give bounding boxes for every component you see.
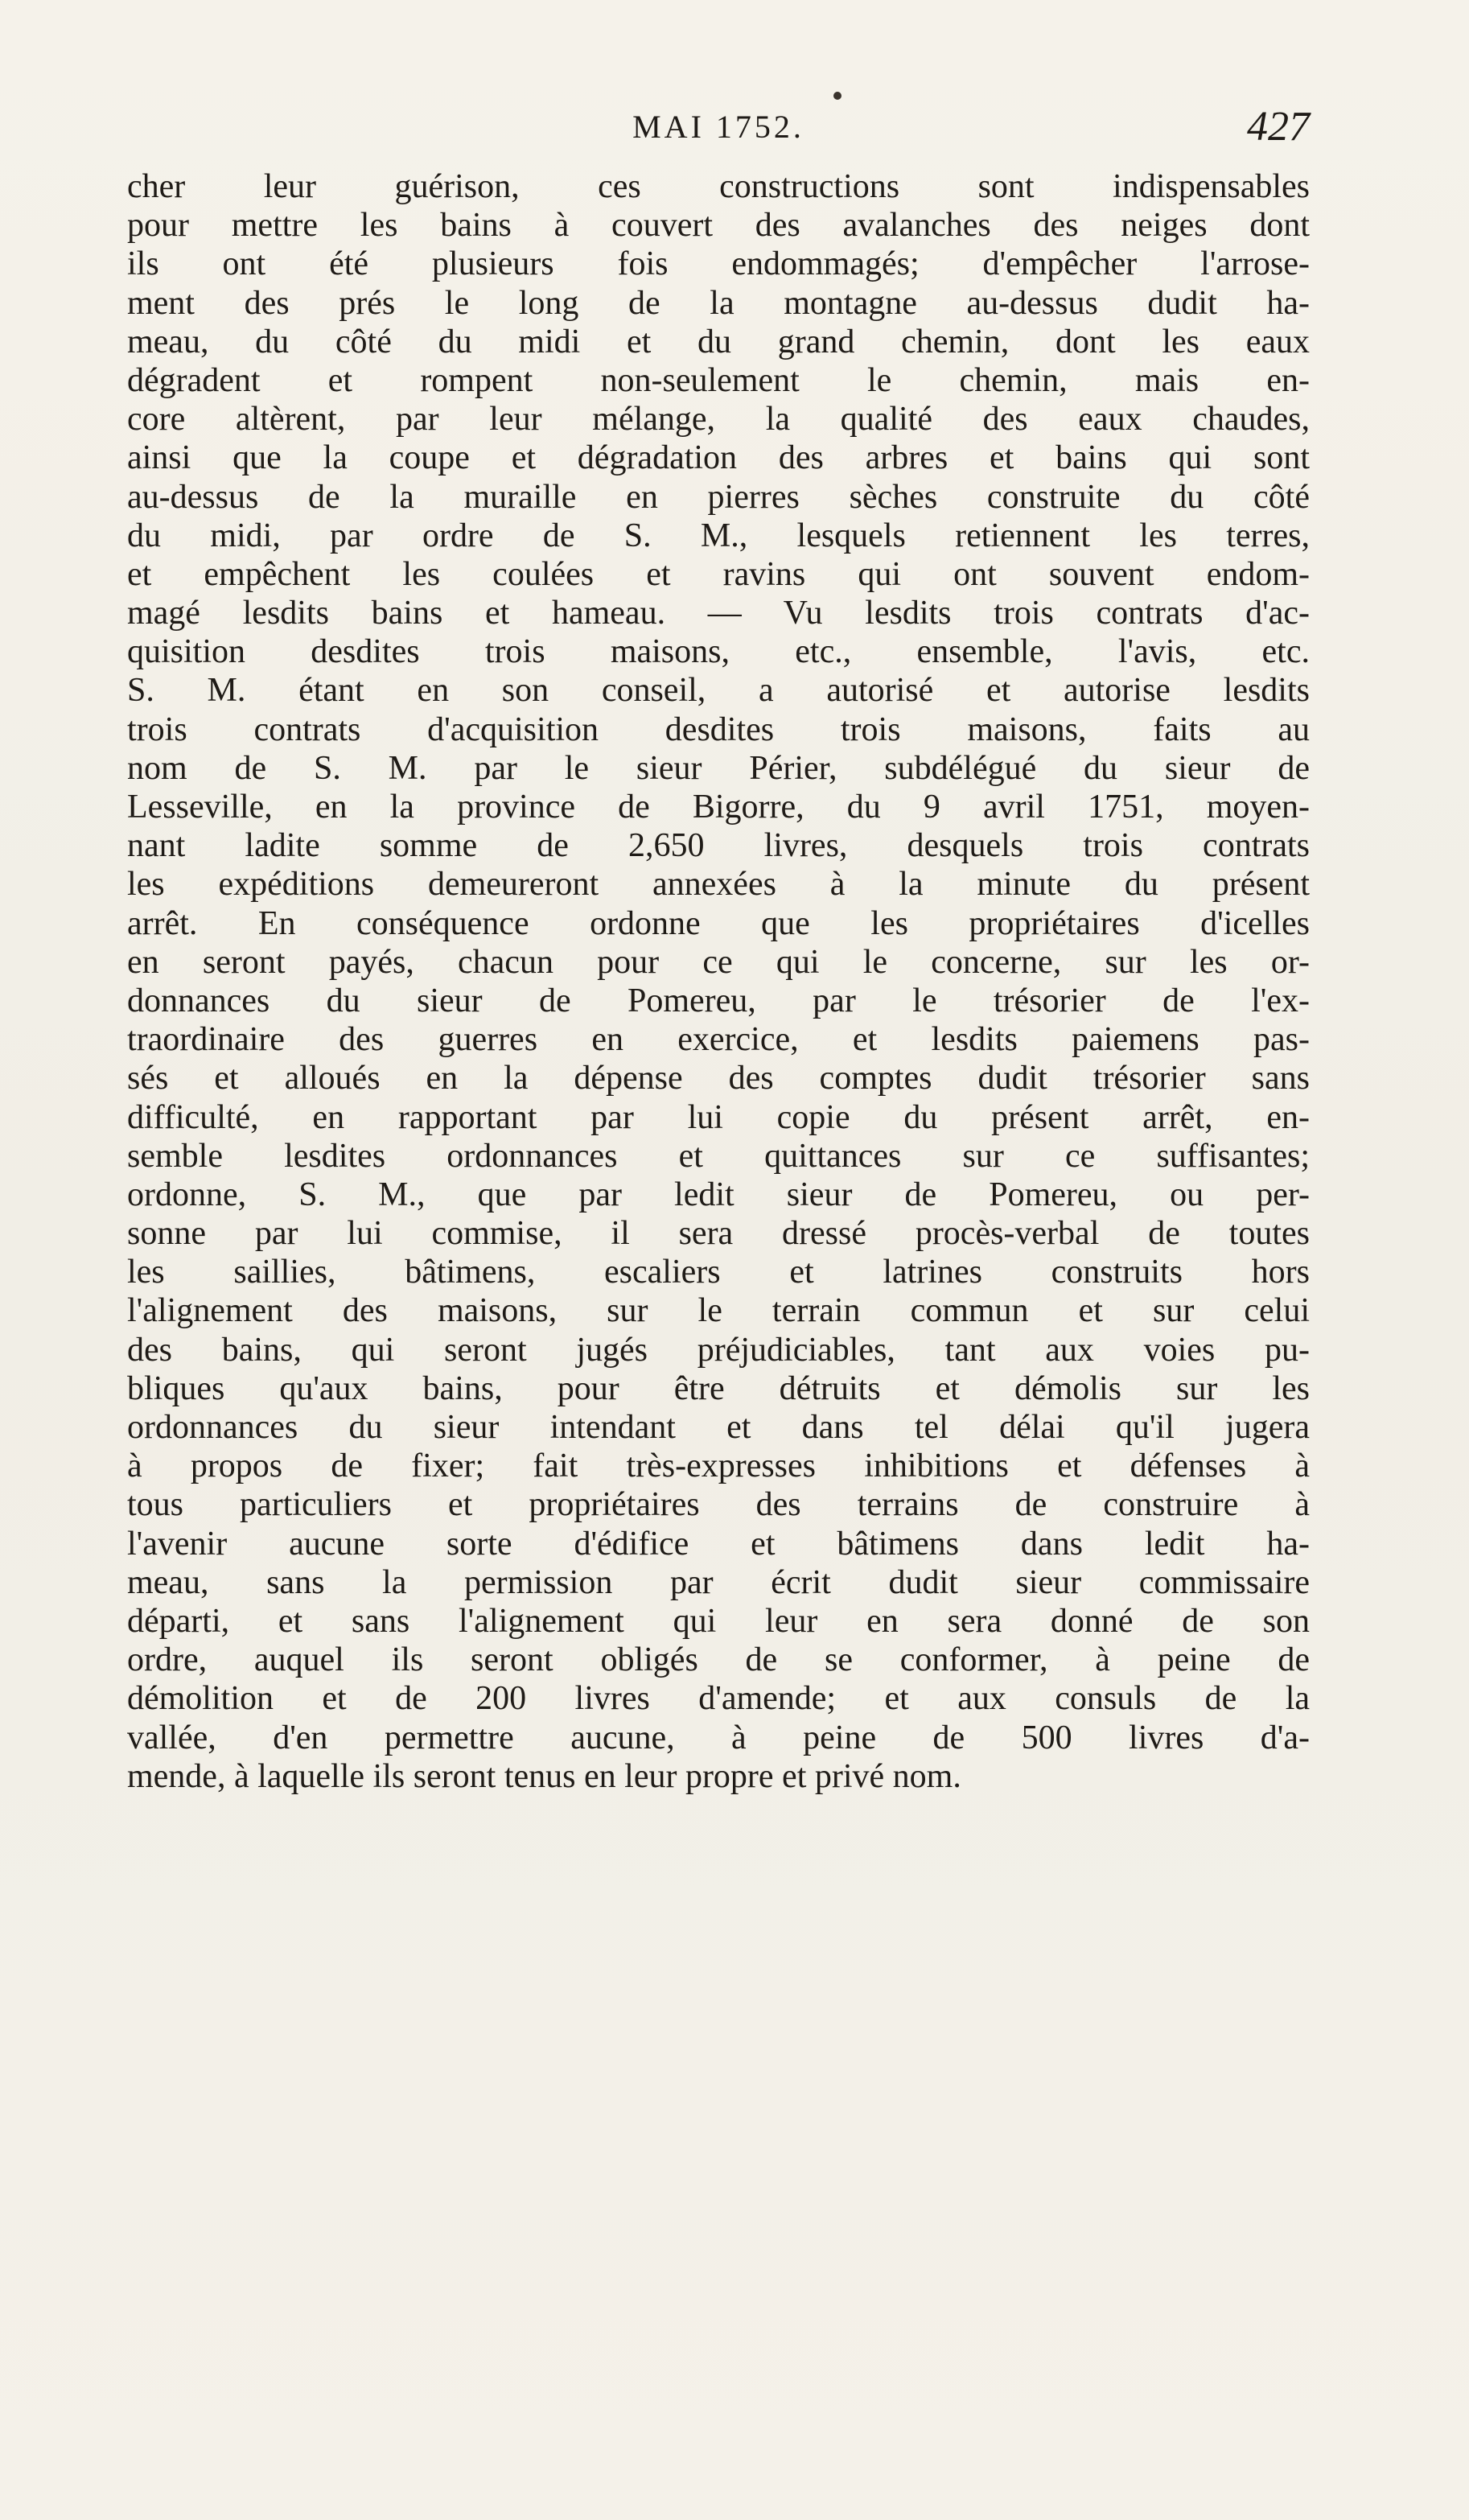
- text-line: core altèrent, par leur mélange, la qualité des eaux chaudes,: [127, 401, 1310, 439]
- text-line: trois contrats d'acquisition desdites trois maisons, faits au: [127, 710, 1310, 748]
- text-line: dégradent et rompent non-seulement le chemin, mais en-: [127, 361, 1310, 399]
- text-line: semble lesdites ordonnances et quittances sur ce suffisantes;: [127, 1137, 1310, 1175]
- running-title: MAI 1752.: [632, 109, 804, 145]
- text-line: tous particuliers et propriétaires des terrains de construire à: [127, 1486, 1310, 1524]
- running-head: [127, 104, 1310, 164]
- text-line: et empêchent les coulées et ravins qui ont souvent endom-: [127, 555, 1310, 593]
- text-line: des bains, qui seront jugés préjudiciables, tant aux voies pu-: [127, 1331, 1310, 1369]
- text-line: en seront payés, chacun pour ce qui le concerne, sur les or-: [127, 943, 1310, 981]
- text-line: bliques qu'aux bains, pour être détruits et démolis sur les: [127, 1369, 1310, 1407]
- text-line: ordre, auquel ils seront obligés de se conformer, à peine de: [127, 1641, 1310, 1679]
- text-line: du midi, par ordre de S. M., lesquels retiennent les terres,: [127, 517, 1310, 554]
- text-line: magé lesdits bains et hameau. — Vu lesdits trois contrats d'ac-: [127, 595, 1310, 632]
- page-number: 427: [1247, 104, 1310, 150]
- text-line: meau, du côté du midi et du grand chemin, dont les eaux: [127, 323, 1310, 360]
- text-line: pour mettre les bains à couvert des avalanches des neiges dont: [127, 207, 1310, 245]
- text-line: traordinaire des guerres en exercice, et lesdits paiemens pas-: [127, 1021, 1310, 1059]
- text-line: ment des prés le long de la montagne au-dessus dudit ha-: [127, 284, 1310, 322]
- text-line: arrêt. En conséquence ordonne que les propriétaires d'icelles: [127, 904, 1310, 942]
- text-line: départi, et sans l'alignement qui leur en sera donné de son: [127, 1602, 1310, 1640]
- text-line: sonne par lui commise, il sera dressé procès-verbal de toutes: [127, 1215, 1310, 1253]
- text-line: cher leur guérison, ces constructions sont indispensables: [127, 168, 1310, 205]
- text-line: S. M. étant en son conseil, a autorisé et autorise lesdits: [127, 672, 1310, 710]
- text-line: ainsi que la coupe et dégradation des arbres et bains qui sont: [127, 439, 1310, 477]
- text-line: l'avenir aucune sorte d'édifice et bâtimens dans ledit ha-: [127, 1525, 1310, 1563]
- text-line: difficulté, en rapportant par lui copie du présent arrêt, en-: [127, 1098, 1310, 1136]
- text-line: ils ont été plusieurs fois endommagés; d'empêcher l'arrose-: [127, 245, 1310, 283]
- text-line: donnances du sieur de Pomereu, par le trésorier de l'ex-: [127, 982, 1310, 1019]
- text-line: ordonnances du sieur intendant et dans tel délai qu'il jugera: [127, 1409, 1310, 1446]
- text-line: vallée, d'en permettre aucune, à peine de 500 livres d'a-: [127, 1719, 1310, 1756]
- ink-speck: [833, 92, 841, 100]
- text-line: meau, sans la permission par écrit dudit sieur commissaire: [127, 1563, 1310, 1601]
- text-line: sés et alloués en la dépense des comptes dudit trésorier sans: [127, 1060, 1310, 1097]
- text-line: nom de S. M. par le sieur Périer, subdélégué du sieur de: [127, 749, 1310, 787]
- text-line: l'alignement des maisons, sur le terrain commun et sur celui: [127, 1292, 1310, 1330]
- text-line: mende, à laquelle ils seront tenus en leur propre et privé nom.: [127, 1757, 961, 1795]
- text-line: quisition desdites trois maisons, etc., ensemble, l'avis, etc.: [127, 633, 1310, 671]
- text-line: nant ladite somme de 2,650 livres, desquels trois contrats: [127, 827, 1310, 865]
- text-line: à propos de fixer; fait très-expresses inhibitions et défenses à: [127, 1447, 1310, 1485]
- body-text: [127, 167, 1310, 1796]
- text-line: les expéditions demeureront annexées à la minute du présent: [127, 866, 1310, 904]
- text-line: Lesseville, en la province de Bigorre, du 9 avril 1751, moyen-: [127, 789, 1310, 826]
- text-line: démolition et de 200 livres d'amende; et aux consuls de la: [127, 1680, 1310, 1718]
- text-line: ordonne, S. M., que par ledit sieur de Pomereu, ou per-: [127, 1176, 1310, 1213]
- text-line: les saillies, bâtimens, escaliers et latrines construits hors: [127, 1254, 1310, 1291]
- text-line: au-dessus de la muraille en pierres sèches construite du côté: [127, 478, 1310, 516]
